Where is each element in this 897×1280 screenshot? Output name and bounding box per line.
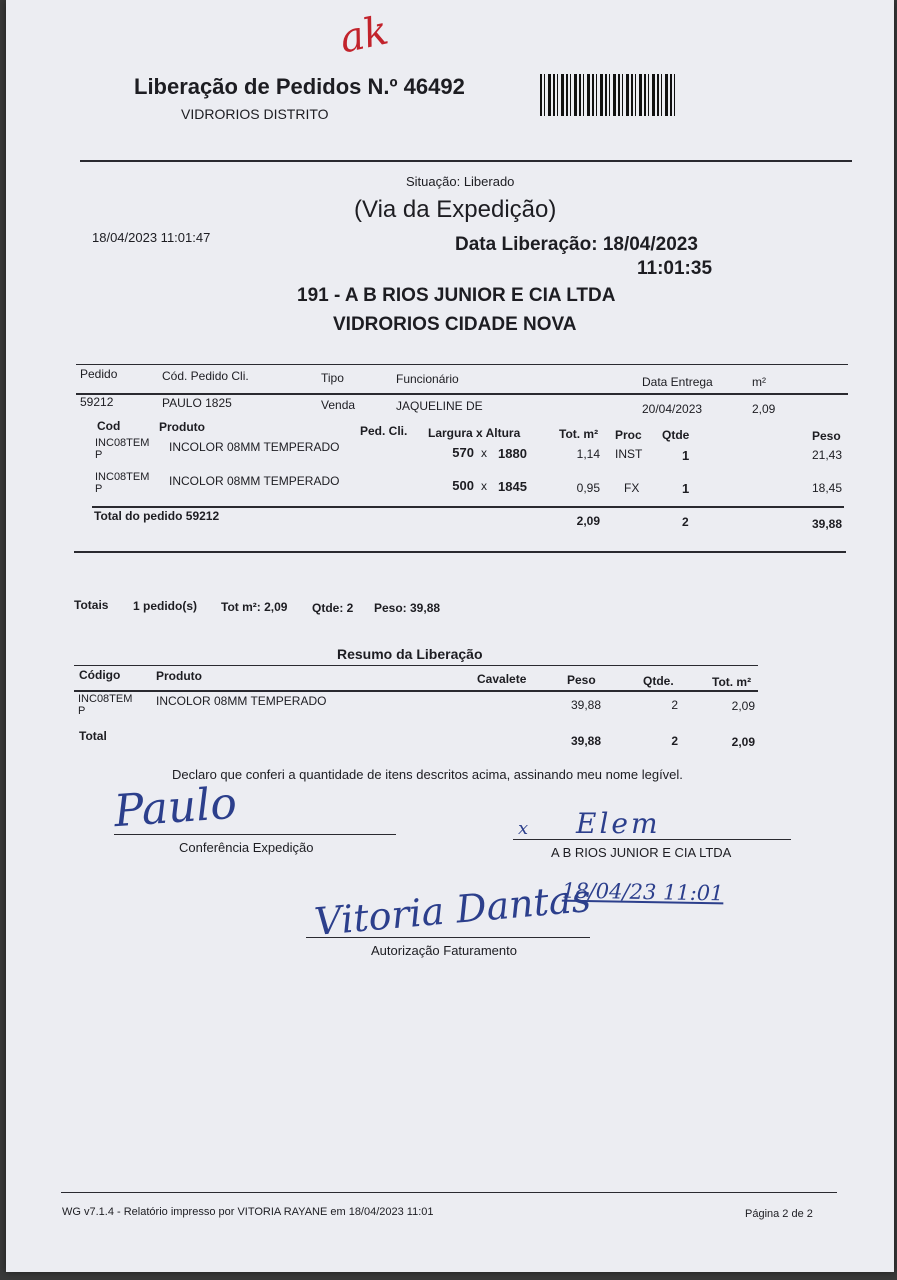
order-top-rule: [76, 364, 848, 365]
client-signature-line: [513, 839, 791, 840]
client-signature-x: x: [518, 818, 529, 839]
item-x: x: [481, 479, 487, 493]
resumo-header-rule: [74, 690, 758, 692]
resumo-col-peso: Peso: [567, 673, 596, 687]
order-data-entrega: 20/04/2023: [642, 402, 703, 416]
autorizacao-line: [306, 937, 590, 938]
order-total-m2: 2,09: [576, 514, 600, 528]
totals-label: Totais: [74, 598, 109, 612]
header-divider: [80, 160, 852, 162]
resumo-produto: INCOLOR 08MM TEMPERADO: [156, 694, 327, 708]
client-signature-label: A B RIOS JUNIOR E CIA LTDA: [551, 845, 732, 860]
order-header-rule: [76, 393, 848, 395]
items-col-qtde: Qtde: [662, 428, 690, 442]
item-qtde: 1: [682, 481, 690, 496]
order-funcionario: JAQUELINE DE: [396, 399, 483, 413]
conferencia-signature: Paulo: [112, 777, 239, 838]
item-x: x: [481, 446, 487, 460]
order-cod-cli: PAULO 1825: [162, 396, 232, 410]
footer-text: WG v7.1.4 - Relatório impresso por VITORIA RAYANE em 18/04/2023 11:01: [62, 1206, 434, 1218]
order-m2: 2,09: [752, 402, 776, 416]
client-store: VIDRORIOS CIDADE NOVA: [333, 314, 577, 335]
resumo-col-tot-m2: Tot. m²: [712, 675, 752, 689]
items-col-tot-m2: Tot. m²: [559, 427, 599, 441]
items-col-produto: Produto: [159, 420, 205, 434]
resumo-col-produto: Produto: [156, 669, 202, 683]
item-qtde: 1: [682, 448, 690, 463]
resumo-cod: INC08TEM P: [78, 693, 133, 717]
document-page: [6, 0, 894, 1272]
page-title: Liberação de Pedidos N.º 46492: [134, 74, 465, 99]
barcode: [540, 74, 678, 116]
resumo-col-cavalete: Cavalete: [477, 672, 527, 686]
resumo-total-peso: 39,88: [570, 734, 601, 748]
resumo-col-codigo: Código: [79, 668, 121, 682]
items-col-proc: Proc: [615, 428, 642, 442]
items-col-cod: Cod: [97, 419, 121, 433]
order-total-peso: 39,88: [811, 517, 842, 531]
item-proc: INST: [615, 447, 643, 461]
company-name: VIDRORIOS DISTRITO: [181, 106, 329, 122]
item-proc: FX: [624, 481, 640, 495]
conferencia-line: [114, 834, 396, 835]
item-peso: 21,43: [811, 448, 842, 462]
conferencia-label: Conferência Expedição: [179, 840, 314, 855]
col-funcionario: Funcionário: [396, 372, 459, 386]
item-tot-m2: 1,14: [576, 447, 600, 461]
item-produto: INCOLOR 08MM TEMPERADO: [169, 474, 340, 488]
resumo-total-qtde: 2: [671, 734, 678, 748]
items-col-peso: Peso: [812, 429, 841, 443]
resumo-qtde: 2: [671, 698, 678, 712]
resumo-col-qtde: Qtde.: [643, 674, 674, 688]
item-cod: INC08TEM P: [95, 437, 150, 461]
col-cod-cli: Cód. Pedido Cli.: [162, 369, 249, 383]
release-time: 11:01:35: [637, 258, 713, 279]
items-col-ped-cli: Ped. Cli.: [360, 424, 408, 438]
item-produto: INCOLOR 08MM TEMPERADO: [169, 440, 340, 454]
client-name: 191 - A B RIOS JUNIOR E CIA LTDA: [297, 285, 616, 306]
footer-rule: [61, 1192, 837, 1193]
totals-peso: Peso: 39,88: [374, 601, 441, 615]
resumo-peso: 39,88: [570, 698, 601, 712]
handwritten-datetime: 18/04/23 11:01: [561, 878, 724, 906]
col-m2: m²: [752, 375, 766, 389]
totals-tot-m2: Tot m²: 2,09: [221, 600, 288, 614]
item-altura: 1845: [498, 479, 527, 494]
item-largura: 500: [452, 478, 474, 493]
autorizacao-label: Autorização Faturamento: [371, 943, 517, 958]
client-signature: Elem: [576, 807, 661, 840]
items-col-largura-altura: Largura x Altura: [428, 426, 521, 440]
order-total-qtde: 2: [682, 515, 689, 529]
col-tipo: Tipo: [321, 371, 344, 385]
items-total-rule: [92, 506, 844, 508]
order-tipo: Venda: [321, 398, 356, 412]
col-data-entrega: Data Entrega: [642, 375, 713, 389]
autorizacao-signature: Vitoria Dantas: [312, 876, 593, 944]
print-datetime: 18/04/2023 11:01:47: [92, 230, 211, 245]
page-number: Página 2 de 2: [745, 1208, 813, 1220]
resumo-total-m2: 2,09: [731, 735, 755, 749]
resumo-tot-m2: 2,09: [731, 699, 755, 713]
item-altura: 1880: [498, 446, 527, 461]
declaration-text: Declaro que conferi a quantidade de itens descritos acima, assinando meu nome legível.: [172, 767, 683, 782]
status-text: Situação: Liberado: [406, 174, 515, 189]
release-date: Data Liberação: 18/04/2023: [455, 234, 698, 255]
resumo-top-rule: [74, 665, 758, 666]
item-tot-m2: 0,95: [576, 481, 600, 495]
resumo-total-label: Total: [79, 729, 107, 743]
resumo-title: Resumo da Liberação: [337, 646, 483, 662]
initials-mark: ak: [335, 7, 393, 63]
totals-qtde: Qtde: 2: [312, 601, 354, 615]
item-peso: 18,45: [811, 481, 842, 495]
order-pedido: 59212: [80, 395, 114, 409]
via-label: (Via da Expedição): [354, 196, 557, 223]
order-total-label: Total do pedido 59212: [94, 509, 220, 523]
order-bottom-rule: [74, 551, 846, 553]
totals-pedidos: 1 pedido(s): [133, 599, 198, 613]
item-cod: INC08TEM P: [95, 471, 150, 495]
item-largura: 570: [452, 445, 474, 460]
col-pedido: Pedido: [80, 367, 118, 381]
